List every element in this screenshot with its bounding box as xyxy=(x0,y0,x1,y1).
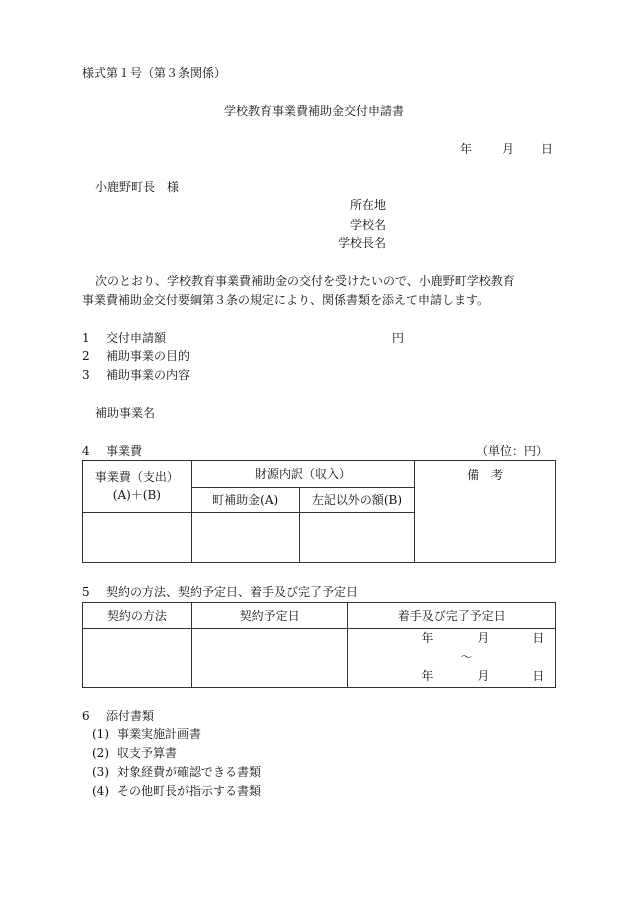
item-3-label: 補助事業の内容 xyxy=(106,368,191,382)
item-1-number: 1 xyxy=(82,331,90,345)
date-month: 月 xyxy=(502,142,515,156)
item-3-number: 3 xyxy=(82,368,90,382)
item-4-unit-note: （単位：円） xyxy=(476,444,549,458)
cost-cell-subsidy xyxy=(191,513,299,563)
contract-cell-method xyxy=(83,629,192,688)
end-month: 月 xyxy=(477,669,490,683)
cost-col-subsidy-header: 町補助金(A) xyxy=(191,488,299,513)
item-2-label: 補助事業の目的 xyxy=(106,349,191,363)
body-text-line-1: 次のとおり、学校教育事業費補助金の交付を受けたいので、小鹿野町学校教育 xyxy=(95,274,515,288)
date-year: 年 xyxy=(460,142,473,156)
item-6-label: 添付書類 xyxy=(106,709,155,723)
body-text-line-2: 事業費補助金交付要綱第３条の規定により、関係書類を添えて申請します。 xyxy=(82,293,490,307)
cost-cell-total xyxy=(83,513,192,563)
item-4-label: 事業費 xyxy=(106,444,143,458)
item-6-number: 6 xyxy=(82,709,90,723)
applicant-address: 所在地 xyxy=(350,198,387,212)
applicant-principal: 学校長名 xyxy=(338,236,387,250)
applicant-school: 学校名 xyxy=(350,218,387,232)
item-5-label: 契約の方法、契約予定日、着手及び完了予定日 xyxy=(106,585,359,599)
project-name-label: 補助事業名 xyxy=(95,406,156,420)
start-year: 年 xyxy=(421,631,434,645)
document-title: 学校教育事業費補助金交付申請書 xyxy=(224,104,405,118)
attachment-item: (1) 事業実施計画書 xyxy=(92,727,202,741)
item-2-number: 2 xyxy=(82,349,90,363)
contract-col-period-header: 着手及び完了予定日 xyxy=(348,603,556,629)
contract-cell-period xyxy=(348,629,556,688)
item-1-unit: 円 xyxy=(392,331,405,345)
end-day: 日 xyxy=(532,669,545,683)
contract-cell-date xyxy=(191,629,348,688)
contract-col-method-header: 契約の方法 xyxy=(83,603,192,629)
period-tilde: ～ xyxy=(460,650,473,664)
item-4-number: 4 xyxy=(82,444,90,458)
contract-table xyxy=(82,602,556,688)
cost-table xyxy=(82,460,556,563)
form-label: 様式第１号（第３条関係） xyxy=(82,66,227,80)
attachment-item: (3) 対象経費が確認できる書類 xyxy=(92,765,262,779)
cost-col-funding-header: 財源内訳（収入） xyxy=(191,461,415,488)
contract-col-date-header: 契約予定日 xyxy=(191,603,348,629)
item-1-label: 交付申請額 xyxy=(106,331,167,345)
addressee: 小鹿野町長 様 xyxy=(95,180,180,194)
cost-cell-other xyxy=(299,513,415,563)
start-day: 日 xyxy=(532,631,545,645)
item-5-number: 5 xyxy=(82,585,90,599)
cost-col-total-header: 事業費（支出） (A)＋(B) xyxy=(83,461,192,513)
start-month: 月 xyxy=(477,631,490,645)
attachment-item: (4) その他町長が指示する書類 xyxy=(92,784,262,798)
cost-col-remarks-header: 備 考 xyxy=(415,461,556,563)
cost-col-other-header: 左記以外の額(B) xyxy=(299,488,415,513)
date-day: 日 xyxy=(541,142,554,156)
attachment-item: (2) 収支予算書 xyxy=(92,746,178,760)
end-year: 年 xyxy=(421,669,434,683)
